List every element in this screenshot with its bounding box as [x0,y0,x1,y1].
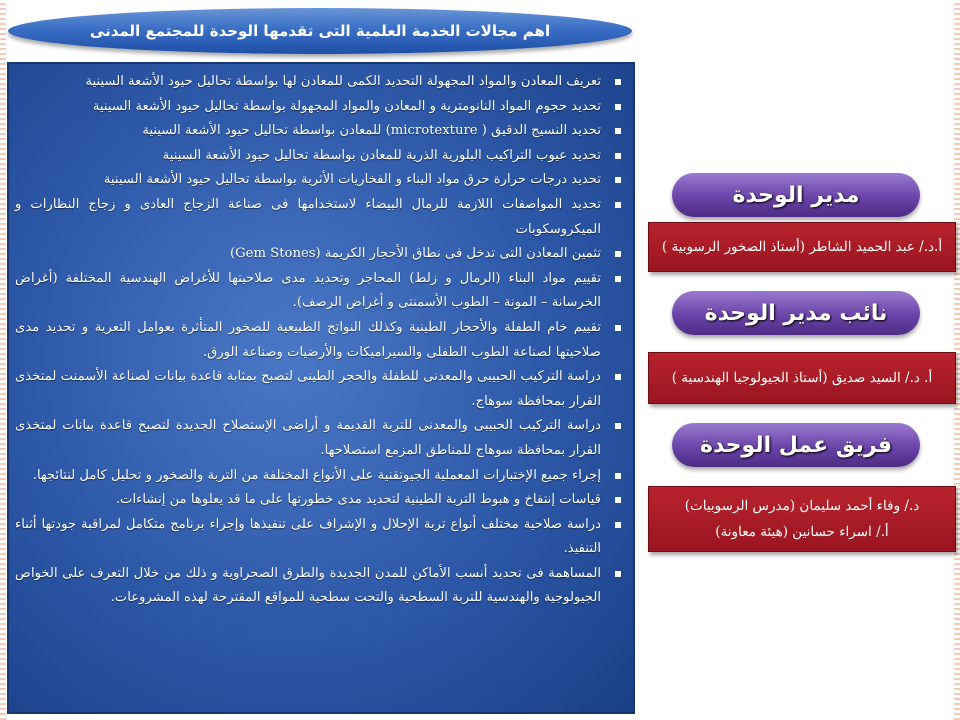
service-text: دراسة التركيب الحبيبى والمعدنى للتربة القديمة و أراضى الإستصلاح الجديدة لتصبح قاعدة بيانات لمتخذى القرار بمحافظة سوهاج للمناطق المزمع استصلاحها. [15,418,601,458]
square-bullet-icon [615,374,621,380]
service-item [15,242,627,267]
square-bullet-icon [615,276,621,282]
services-list [9,64,633,611]
team-member: د./ وفاء أحمد سليمان (مدرس الرسوبيات) [684,498,920,514]
service-item [15,144,627,169]
service-item [15,488,627,513]
service-text: تحديد النسيج الدقيق ( microtexture) للمعادن بواسطة تحاليل حيود الأشعة السينية [142,123,601,139]
square-bullet-icon [615,153,621,159]
team-label: فريق عمل الوحدة [699,432,893,458]
title-banner [8,8,632,54]
service-item [15,70,627,95]
service-text: تحديد حجوم المواد النانومترية و المعادن والمواد المجهولة بواسطة تحاليل حيود الأشعة السينية [92,98,601,114]
square-bullet-icon [615,497,621,503]
service-item [15,316,627,365]
director-name: أ.د./ عبد الحميد الشاطر (أستاذ الصخور الرسوبية ) [661,239,943,255]
service-text: إجراء جميع الإختبارات المعملية الجيوتقنية على الأنواع المختلفة من التربة والصخور و تحليل كامل لنتائجها. [32,467,601,483]
square-bullet-icon [615,571,621,577]
square-bullet-icon [615,423,621,429]
service-item [15,119,627,144]
services-panel [7,62,635,714]
service-text: تقييم مواد البناء (الرمال و زلط) المحاجر وتحديد مدى صلاحيتها للأغراض الهندسية المختلفة (أغراض الخرسانة – المونة – الطوب الأسمنتى و أغراض الرصف). [15,270,601,311]
director-label-pill [672,173,920,217]
team-label-pill [672,423,920,467]
service-text: دراسة التركيب الحبيبى والمعدنى للطفلة والحجر الطينى لتصبح بمثابة قاعدة بيانات لصناعة الأسمنت لمتخذى القرار بمحافظة سوهاج. [15,369,601,409]
team-name-box [648,486,956,552]
deputy-label: نائب مدير الوحدة [704,300,888,326]
service-text: تحديد درجات حرارة حرق مواد البناء و الفخاريات الأثرية بواسطة تحاليل حيود الأشعة السينية [103,172,601,188]
service-item [15,464,627,489]
square-bullet-icon [615,79,621,85]
square-bullet-icon [615,522,621,528]
service-item [15,193,627,242]
square-bullet-icon [615,177,621,183]
director-label: مدير الوحدة [732,182,860,208]
service-text: دراسة صلاحية مختلف أنواع تربة الإحلال و الإشراف على تنفيذها وإجراء برنامج متكامل لمراقبة جودتها أثناء التنفيذ. [15,516,601,557]
decorative-stripes-left [0,0,6,720]
page-title: اهم مجالات الخدمة العلمية التى تقدمها الوحدة للمجتمع المدنى [89,22,551,40]
deputy-name-box [648,352,956,404]
deputy-label-pill [672,291,920,335]
service-text: قياسات إنتفاخ و هبوط التربة الطينية لتحديد مدى خطورتها على ما قد يعلوها من إنشاءات. [115,492,601,508]
square-bullet-icon [615,104,621,110]
service-text: تقييم خام الطفلة والأحجار الطينية وكذلك النواتج الطبيعية للصخور المتأثرة بعوامل التعرية و تحديد مدى صلاحيتها لصناعة الطوب الطفلى والسيراميكات والأرضيات وصناعة الورق. [15,319,601,360]
service-item [15,513,627,562]
square-bullet-icon [615,202,621,208]
service-item [15,562,627,611]
team-member: أ./ اسراء حسانين (هيئة معاونة) [715,524,889,540]
director-name-box [648,222,956,272]
service-item [15,414,627,463]
service-item [15,95,627,120]
service-item [15,267,627,316]
service-text: تحديد عيوب التراكيب البلورية الذرية للمعادن بواسطة تحاليل حيود الأشعة السينية [162,147,601,163]
service-text: تثمين المعادن التى تدخل فى نطاق الأحجار الكريمة (Gem Stones) [229,246,601,262]
service-item [15,365,627,414]
service-text: المساهمة فى تحديد أنسب الأماكن للمدن الجديدة والطرق الصحراوية و ذلك من خلال التعرف على الخواص الجيولوجية والهندسية للتربة السطحية والتحت سطحية للمواقع المقترحة لهذه المشروعات. [15,565,601,606]
deputy-name: أ. د./ السيد صديق (أستاذ الجيولوجيا الهندسية ) [671,370,933,386]
square-bullet-icon [615,251,621,257]
service-text: تحديد المواصفات اللازمة للرمال البيضاء لاستخدامها فى صناعة الزجاج العادى و زجاج النظارات و الميكروسكوبات [15,196,601,237]
square-bullet-icon [615,128,621,134]
service-item [15,168,627,193]
square-bullet-icon [615,325,621,331]
service-text: تعريف المعادن والمواد المجهولة التحديد الكمى للمعادن لها بواسطة تحاليل حيود الأشعة السينية [85,74,601,89]
square-bullet-icon [615,473,621,479]
